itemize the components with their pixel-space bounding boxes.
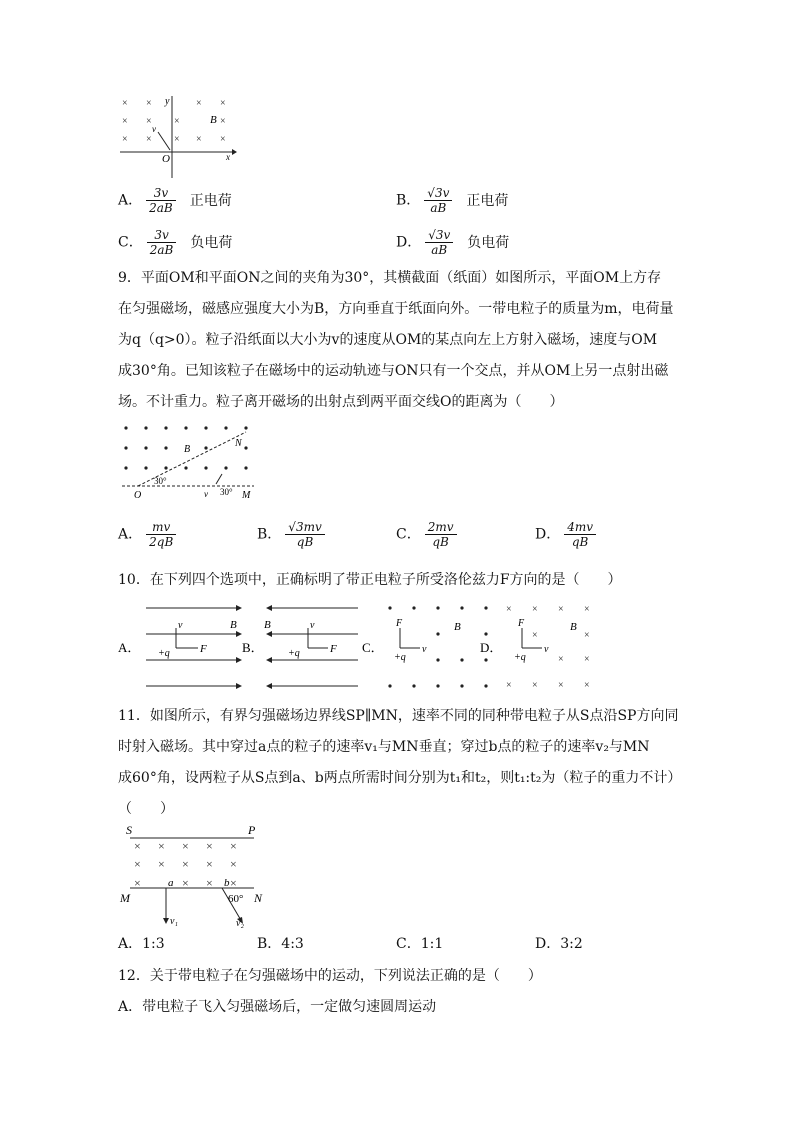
option-value: 3:2 bbox=[560, 936, 583, 952]
option-letter-d: D． bbox=[480, 640, 503, 655]
fraction-numerator: 2mv bbox=[425, 520, 457, 535]
svg-text:×: × bbox=[584, 630, 590, 641]
q9-line-2: 在匀强磁场，磁感应强度大小为B，方向垂直于纸面向外。一带电粒子的质量为m，电荷量 bbox=[118, 301, 674, 317]
fraction-numerator: mv bbox=[146, 520, 176, 535]
label-F: F bbox=[200, 643, 207, 655]
q10-figures bbox=[118, 598, 608, 698]
label-M: M bbox=[242, 490, 251, 501]
q8-option-b[interactable] bbox=[396, 186, 508, 215]
svg-text:×: × bbox=[506, 604, 512, 615]
svg-text:×: × bbox=[182, 876, 189, 890]
fraction-numerator: 4mv bbox=[564, 520, 596, 535]
svg-text:×: × bbox=[230, 876, 237, 890]
label-O: O bbox=[162, 153, 170, 165]
option-letter: C． bbox=[396, 936, 421, 952]
q9-option-d[interactable] bbox=[535, 520, 600, 549]
field-cross: × bbox=[174, 134, 180, 145]
svg-text:×: × bbox=[182, 857, 189, 871]
field-cross: × bbox=[174, 116, 180, 127]
q11-option-a[interactable] bbox=[118, 934, 165, 954]
svg-text:×: × bbox=[230, 839, 237, 853]
field-cross: × bbox=[220, 116, 226, 127]
label-a: a bbox=[168, 877, 174, 889]
label-N: N bbox=[235, 438, 242, 449]
fraction-denominator: 2aB bbox=[149, 243, 174, 257]
label-B: B bbox=[184, 444, 191, 455]
field-dots bbox=[388, 606, 487, 687]
svg-text:×: × bbox=[206, 857, 213, 871]
fraction-denominator: qB bbox=[571, 535, 589, 549]
svg-text:×: × bbox=[134, 876, 141, 890]
option-letter: B． bbox=[396, 192, 421, 209]
q9-line-1: 9．平面OM和平面ON之间的夹角为30°，其横截面（纸面）如图所示，平面OM上方存 bbox=[118, 270, 662, 286]
label-O: O bbox=[134, 490, 142, 501]
svg-text:×: × bbox=[206, 876, 213, 890]
option-value: 1:3 bbox=[142, 936, 165, 952]
label-B: B bbox=[230, 619, 237, 631]
svg-text:×: × bbox=[158, 839, 165, 853]
field-cross: × bbox=[122, 116, 128, 127]
q11-line-4: （ ） bbox=[118, 801, 174, 817]
label-B: B bbox=[570, 621, 577, 633]
label-B: B bbox=[454, 621, 461, 633]
option-letter: B． bbox=[257, 936, 282, 952]
option-letter: D． bbox=[535, 936, 561, 952]
svg-text:×: × bbox=[558, 654, 564, 665]
option-letter-a: A． bbox=[118, 640, 141, 655]
q11-line-1: 11．如图所示，有界匀强磁场边界线SP∥MN，速率不同的同种带电粒子从S点沿SP方向同 bbox=[118, 708, 679, 724]
q8-option-a[interactable] bbox=[118, 186, 232, 215]
field-cross: × bbox=[122, 134, 128, 145]
svg-text:×: × bbox=[206, 839, 213, 853]
label-x: x bbox=[226, 152, 230, 162]
label-q: +q bbox=[288, 648, 300, 659]
label-B: B bbox=[210, 114, 217, 126]
label-N: N bbox=[254, 891, 263, 905]
label-v2: v₂ bbox=[236, 918, 244, 929]
field-crosses bbox=[134, 839, 237, 890]
q9-option-b[interactable] bbox=[257, 520, 329, 549]
fraction-denominator: 2qB bbox=[149, 535, 174, 549]
angle-label: 30° bbox=[220, 487, 233, 497]
option-letter: A． bbox=[118, 526, 143, 543]
q9-option-c[interactable] bbox=[396, 520, 461, 549]
label-q: +q bbox=[514, 652, 526, 663]
charge-type: 正电荷 bbox=[189, 192, 232, 209]
fraction-numerator: 3v bbox=[147, 228, 177, 243]
fraction-denominator: 2aB bbox=[149, 201, 173, 215]
svg-text:×: × bbox=[558, 680, 564, 691]
svg-text:×: × bbox=[584, 654, 590, 665]
svg-text:×: × bbox=[532, 604, 538, 615]
svg-text:×: × bbox=[134, 839, 141, 853]
fraction-denominator: qB bbox=[296, 535, 314, 549]
field-cross: × bbox=[122, 98, 128, 109]
option-value: 1:1 bbox=[420, 936, 444, 952]
q8-figure bbox=[118, 92, 238, 178]
q10-stem: 10．在下列四个选项中，正确标明了带正电粒子所受洛伦兹力F方向的是（ ） bbox=[118, 572, 622, 588]
label-v: v bbox=[152, 124, 156, 134]
option-letter: A． bbox=[118, 936, 143, 952]
label-B: B bbox=[264, 619, 271, 631]
svg-text:×: × bbox=[158, 857, 165, 871]
q8-option-c[interactable] bbox=[118, 228, 232, 257]
field-cross: × bbox=[146, 116, 152, 127]
svg-text:×: × bbox=[584, 604, 590, 615]
fraction-denominator: aB bbox=[431, 243, 448, 257]
option-letter: D． bbox=[535, 526, 561, 543]
q11-line-2: 时射入磁场。其中穿过a点的粒子的速率v₁与MN垂直；穿过b点的粒子的速率v₂与MN bbox=[118, 739, 650, 755]
label-y: y bbox=[165, 96, 170, 107]
label-F: F bbox=[330, 643, 337, 655]
label-F: F bbox=[518, 618, 525, 629]
option-letter: C． bbox=[396, 526, 421, 543]
label-v: v bbox=[178, 620, 183, 631]
label-v: v bbox=[310, 620, 315, 631]
field-cross: × bbox=[196, 98, 202, 109]
field-cross: × bbox=[220, 98, 226, 109]
label-v: v bbox=[422, 644, 427, 655]
option-letter: B． bbox=[257, 526, 282, 543]
field-cross: × bbox=[146, 98, 152, 109]
charge-type: 负电荷 bbox=[190, 234, 233, 251]
fraction-numerator: 3v bbox=[146, 186, 176, 201]
fraction-denominator: aB bbox=[430, 201, 447, 215]
label-q: +q bbox=[158, 648, 170, 659]
q11-line-3: 成60°角，设两粒子从S点到a、b两点所需时间分别为t₁和t₂，则t₁:t₂为（粒子的重力不计） bbox=[118, 770, 682, 786]
angle-label: 60° bbox=[228, 893, 244, 905]
option-letter-c: C． bbox=[362, 640, 384, 655]
q11-option-c[interactable] bbox=[396, 934, 443, 954]
fraction-denominator: qB bbox=[432, 535, 449, 549]
q11-option-b[interactable] bbox=[257, 934, 304, 954]
q11-option-d[interactable] bbox=[535, 934, 583, 954]
option-letter: C． bbox=[118, 234, 143, 251]
svg-text:×: × bbox=[506, 680, 512, 691]
svg-text:×: × bbox=[584, 680, 590, 691]
option-letter: D． bbox=[396, 234, 422, 251]
charge-type: 正电荷 bbox=[466, 192, 509, 209]
label-q: +q bbox=[394, 652, 406, 663]
q9-line-4: 成30°角。已知该粒子在磁场中的运动轨迹与ON只有一个交点，并从OM上另一点射出磁 bbox=[118, 363, 669, 379]
fraction-numerator: √3v bbox=[424, 186, 452, 201]
fraction-numerator: √3mv bbox=[285, 520, 324, 535]
label-S: S bbox=[126, 823, 132, 837]
label-P: P bbox=[248, 823, 256, 837]
label-M: M bbox=[120, 891, 130, 905]
svg-text:×: × bbox=[558, 604, 564, 615]
q9-figure bbox=[118, 418, 258, 504]
label-b: b bbox=[224, 877, 230, 889]
q12-stem: 12．关于带电粒子在匀强磁场中的运动，下列说法正确的是（ ） bbox=[118, 968, 542, 984]
label-F: F bbox=[396, 618, 403, 629]
option-letter: A． bbox=[118, 192, 143, 209]
q9-option-a[interactable] bbox=[118, 520, 180, 549]
label-v: v bbox=[544, 644, 549, 655]
option-letter-b: B． bbox=[242, 640, 264, 655]
label-v: v bbox=[204, 489, 208, 499]
svg-text:×: × bbox=[230, 857, 237, 871]
field-cross: × bbox=[146, 134, 152, 145]
charge-type: 负电荷 bbox=[467, 234, 510, 251]
q9-line-5: 场。不计重力。粒子离开磁场的出射点到两平面交线O的距离为（ ） bbox=[118, 394, 564, 410]
fraction-numerator: √3v bbox=[425, 228, 453, 243]
field-cross: × bbox=[196, 134, 202, 145]
svg-text:×: × bbox=[134, 857, 141, 871]
svg-text:×: × bbox=[532, 680, 538, 691]
q9-line-3: 为q（q>0）。粒子沿纸面以大小为v的速度从OM的某点向左上方射入磁场，速度与OM bbox=[118, 332, 658, 348]
q8-option-d[interactable] bbox=[396, 228, 509, 257]
angle-label: 30° bbox=[154, 476, 167, 486]
option-value: 4:3 bbox=[281, 936, 304, 952]
label-v1: v₁ bbox=[170, 916, 178, 927]
svg-text:×: × bbox=[532, 630, 538, 641]
q11-figure bbox=[118, 822, 268, 932]
field-cross: × bbox=[220, 134, 226, 145]
velocity-arrow bbox=[158, 132, 170, 150]
q12-option-a[interactable]: A．带电粒子飞入匀强磁场后，一定做匀速圆周运动 bbox=[118, 999, 437, 1015]
svg-text:×: × bbox=[182, 839, 189, 853]
